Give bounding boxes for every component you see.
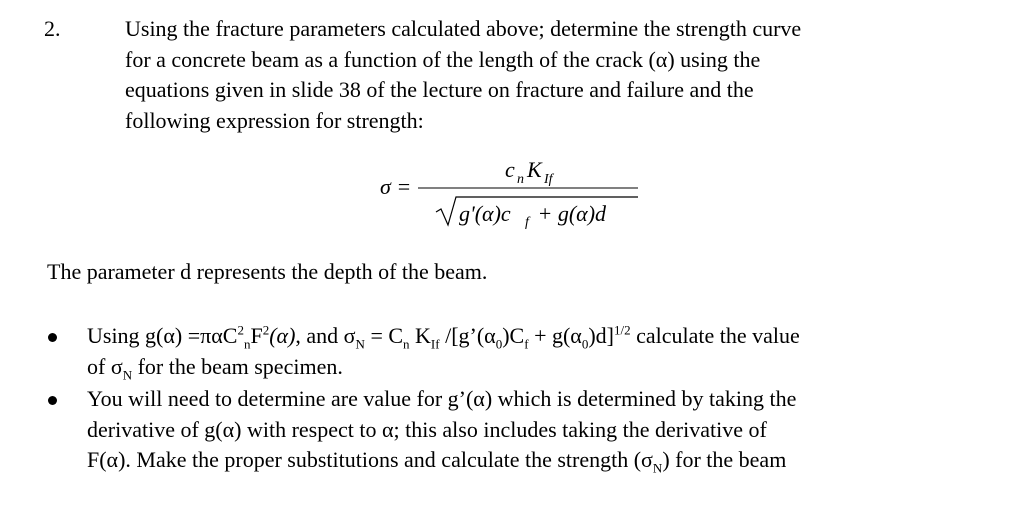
text-span: of σ <box>87 353 123 379</box>
strength-formula <box>380 150 680 240</box>
bullet-list <box>0 321 1024 478</box>
bullet-line <box>87 321 987 352</box>
question-line: equations given in slide 38 of the lecture on fracture and failure and the <box>125 77 754 102</box>
subscript: 0 <box>495 336 503 352</box>
formula-numerator-k: K <box>527 157 542 182</box>
superscript: 2 <box>262 322 270 338</box>
superscript: 2 <box>237 322 244 338</box>
text-span: F <box>250 323 263 348</box>
subscript: n <box>403 336 410 352</box>
question-text <box>125 14 1005 136</box>
subscript: N <box>355 336 365 352</box>
bullet-dot-icon <box>48 396 57 405</box>
question-line: following expression for strength: <box>125 107 424 133</box>
bullet-line: You will need to determine are value for g’(α) which is determined by taking the <box>87 386 797 411</box>
text-span: + g(α <box>528 323 582 348</box>
question-number: 2. <box>44 16 61 41</box>
text-span: )C <box>502 323 525 348</box>
text-span: K <box>409 323 431 348</box>
question-line: Using the fracture parameters calculated above; determine the strength curve <box>125 16 802 41</box>
bullet-text <box>87 321 987 382</box>
bullet-line <box>87 445 987 476</box>
subscript: f <box>524 336 529 352</box>
formula-lhs: σ = <box>380 174 412 199</box>
superscript: 1/2 <box>613 322 631 338</box>
subscript: n <box>243 336 251 352</box>
text-span: Using g(α) =πα <box>87 323 223 348</box>
text-span: calculate the value <box>630 323 800 348</box>
bullet-line: derivative of g(α) with respect to α; this also includes taking the derivative of <box>87 416 767 442</box>
text-span: /[g’(α <box>439 323 496 348</box>
subscript: If <box>430 336 440 352</box>
formula-denominator-sub: f <box>525 215 529 230</box>
text-span: (α) <box>269 323 296 348</box>
formula-denominator: g'(α)c <box>459 201 511 226</box>
bullet-text <box>87 384 987 476</box>
bullet-item <box>0 384 1024 476</box>
formula-graphic <box>380 150 680 240</box>
question-line: for a concrete beam as a function of the length of the crack (α) using the <box>125 46 761 72</box>
subscript: N <box>122 366 133 382</box>
formula-numerator-k-sub: If <box>544 172 553 187</box>
text-span: = C <box>364 323 404 348</box>
text-span: C <box>222 323 238 348</box>
depth-note: The parameter d represents the depth of the beam. <box>47 259 488 284</box>
formula-numerator-c: c <box>505 157 515 182</box>
subscript: N <box>652 460 663 476</box>
text-span: , and σ <box>295 323 356 348</box>
text-span: ) for the beam <box>662 447 787 472</box>
bullet-item <box>0 321 1024 382</box>
subscript: 0 <box>581 336 589 352</box>
formula-denominator-rest: + g(α)d <box>532 201 607 226</box>
text-span: for the beam specimen. <box>132 353 343 379</box>
text-span: F(α). Make the proper substitutions and calculate the strength (σ <box>87 447 653 472</box>
bullet-dot-icon <box>48 333 57 342</box>
bullet-line <box>87 352 987 383</box>
formula-numerator-c-sub: n <box>517 172 524 187</box>
text-span: )d] <box>588 323 614 348</box>
